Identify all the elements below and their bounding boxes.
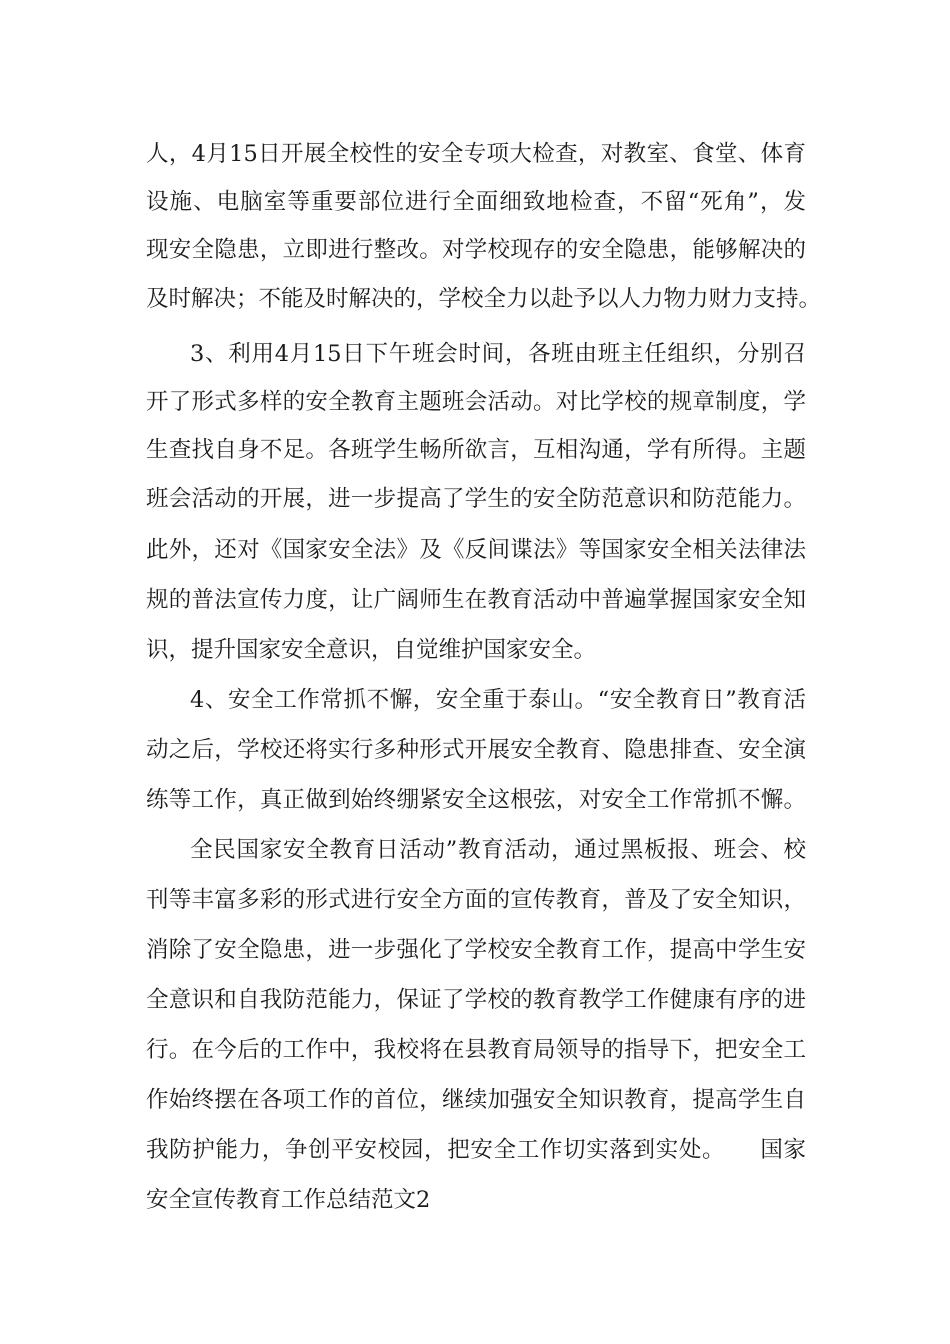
paragraph-line: 作始终摆在各项工作的首位，继续加强安全知识教育，提高学生自 [146,1087,806,1113]
paragraph-line: 消除了安全隐患，进一步强化了学校安全教育工作，提高中学生安 [146,937,806,963]
paragraph-line: 行。在今后的工作中，我校将在县教育局领导的指导下，把安全工 [146,1037,806,1063]
paragraph-line: 开了形式多样的安全教育主题班会活动。对比学校的规章制度，学 [146,389,806,415]
paragraph-line: 班会活动的开展，进一步提高了学生的安全防范意识和防范能力。 [146,486,806,512]
paragraph-line: 动之后，学校还将实行多种形式开展安全教育、隐患排查、安全演 [146,737,806,763]
paragraph-line: 识，提升国家安全意识，自觉维护国家安全。 [146,637,597,663]
paragraph-line: 现安全隐患，立即进行整改。对学校现存的安全隐患，能够解决的 [146,237,806,263]
section-heading: 安全宣传教育工作总结范文2 [146,1187,431,1213]
paragraph-line: 设施、电脑室等重要部位进行全面细致地检查，不留“死角”，发 [146,189,806,215]
paragraph-line: 4、安全工作常抓不懈，安全重于泰山。“安全教育日”教育活 [190,687,806,713]
paragraph-line: 人，4月15日开展全校性的安全专项大检查，对教室、食堂、体育 [146,141,806,167]
paragraph-line: 3、利用4月15日下午班会时间，各班由班主任组织，分别召 [190,341,806,367]
paragraph-line: 全意识和自我防范能力，保证了学校的教育教学工作健康有序的进 [146,987,806,1013]
paragraph-line: 练等工作，真正做到始终绷紧安全这根弦，对安全工作常抓不懈。 [146,787,806,813]
paragraph-line: 此外，还对《国家安全法》及《反间谍法》等国家安全相关法律法 [146,537,806,563]
paragraph-line: 及时解决；不能及时解决的，学校全力以赴予以人力物力财力支持。 [146,286,822,312]
paragraph-line: 刊等丰富多彩的形式进行安全方面的宣传教育，普及了安全知识， [146,887,806,913]
paragraph-line: 规的普法宣传力度，让广阔师生在教育活动中普遍掌握国家安全知 [146,587,806,613]
paragraph-line: 生查找自身不足。各班学生畅所欲言，互相沟通，学有所得。主题 [146,437,806,463]
paragraph-line: 全民国家安全教育日活动”教育活动，通过黑板报、班会、校 [190,837,806,863]
paragraph-line: 我防护能力，争创平安校园，把安全工作切实落到实处。 国家 [146,1137,806,1163]
